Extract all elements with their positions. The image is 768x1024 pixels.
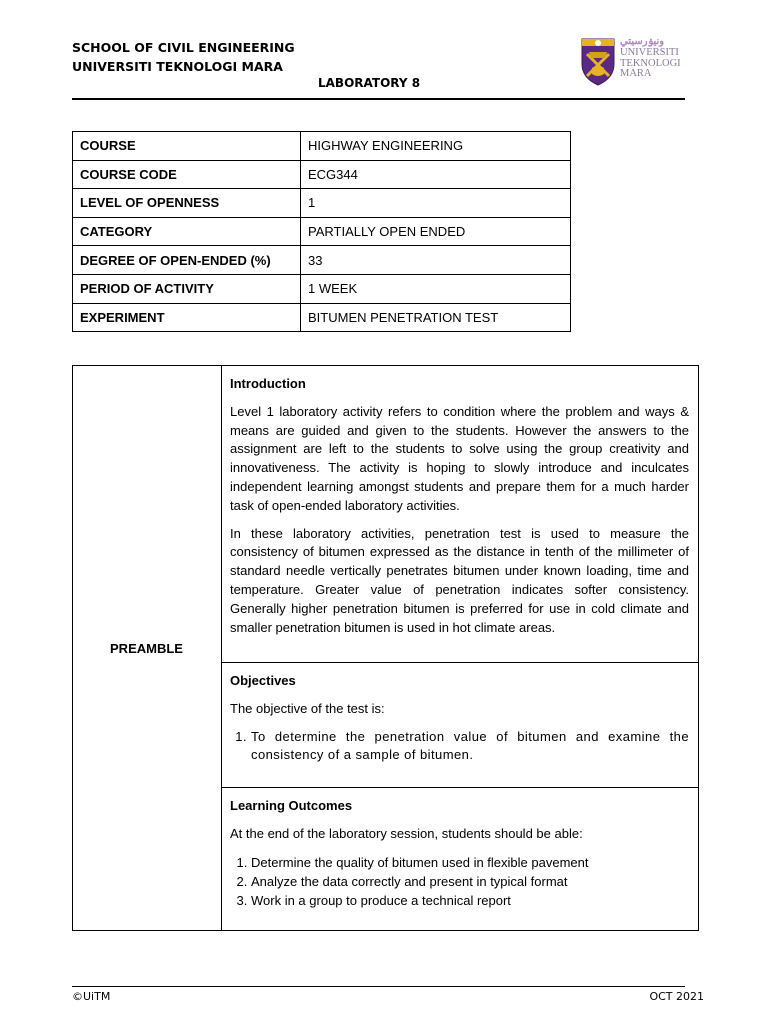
logo-line: MARA xyxy=(620,68,652,79)
footer-copyright: ©UiTM xyxy=(72,990,111,1003)
field-value: 1 WEEK xyxy=(301,274,571,303)
school-name: SCHOOL OF CIVIL ENGINEERING xyxy=(72,40,295,55)
table-row xyxy=(73,189,571,218)
field-value: 33 xyxy=(301,246,571,275)
field-label: DEGREE OF OPEN-ENDED (%) xyxy=(73,246,301,275)
field-label: PERIOD OF ACTIVITY xyxy=(73,274,301,303)
field-value: BITUMEN PENETRATION TEST xyxy=(301,303,571,332)
uitm-crest-icon xyxy=(580,36,616,86)
table-row xyxy=(73,246,571,275)
footer-date: OCT 2021 xyxy=(649,990,704,1003)
field-label: COURSE CODE xyxy=(73,160,301,189)
table-row xyxy=(73,160,571,189)
introduction-paragraph: In these laboratory activities, penetration test is used to measure the consistency of bitumen expressed as the distance in tenth of the millimeter of standard needle vertically penetrates bitumen under known loading, time and temperature. Greater value of penetration indicates softer consistency. Generally higher penetration bitumen is preferred for use in cold climate and smaller penetration bitumen is used in hot climate areas. xyxy=(230,525,689,635)
list-item: 3. Work in a group to produce a technical report xyxy=(251,891,689,910)
table-row xyxy=(73,217,571,246)
objectives-heading: Objectives xyxy=(230,673,296,688)
introduction-paragraph: Level 1 laboratory activity refers to condition where the problem and ways & means are guided and given to the students. However the answers to the assignment are left to the students to solve using the group creativity and innovativeness. The activity is hoping to slowly introduce and inculcates independent learning amongst students and prepare them for a much harder task of open-ended laboratory activities. xyxy=(230,403,689,513)
list-item: 1. Determine the quality of bitumen used in flexible pavement xyxy=(251,853,689,872)
header-divider xyxy=(72,98,685,100)
field-label: COURSE xyxy=(73,132,301,161)
objectives-list xyxy=(230,728,689,766)
logo-wordmark xyxy=(620,48,681,80)
learning-outcomes-section xyxy=(222,788,699,931)
field-value: 1 xyxy=(301,189,571,218)
list-item: 2. Analyze the data correctly and present in typical format xyxy=(251,872,689,891)
field-value: ECG344 xyxy=(301,160,571,189)
lab-title: LABORATORY 8 xyxy=(318,76,421,90)
table-row xyxy=(73,366,699,663)
document-header xyxy=(72,38,295,76)
introduction-section xyxy=(222,366,699,663)
table-row xyxy=(73,303,571,332)
list-item: 1. To determine the penetration value of bitumen and examine the consistency of a sample of bitumen. xyxy=(251,728,689,766)
table-row xyxy=(73,274,571,303)
field-value: HIGHWAY ENGINEERING xyxy=(301,132,571,161)
learning-outcomes-lead: At the end of the laboratory session, students should be able: xyxy=(230,825,583,841)
logo-line: UNIVERSITI xyxy=(620,47,679,58)
introduction-heading: Introduction xyxy=(230,376,306,391)
logo-jawi-text: ونيۏرسيتي xyxy=(620,36,665,47)
table-row xyxy=(73,132,571,161)
course-info-table xyxy=(72,131,571,332)
preamble-label: PREAMBLE xyxy=(73,366,222,931)
uitm-logo xyxy=(580,36,690,88)
logo-line: TEKNOLOGI xyxy=(620,57,681,69)
objectives-section xyxy=(222,663,699,788)
field-label: LEVEL OF OPENNESS xyxy=(73,189,301,218)
university-name: UNIVERSITI TEKNOLOGI MARA xyxy=(72,59,283,74)
field-label: CATEGORY xyxy=(73,217,301,246)
preamble-table xyxy=(72,365,699,931)
field-value: PARTIALLY OPEN ENDED xyxy=(301,217,571,246)
footer-divider xyxy=(72,986,685,987)
objectives-lead: The objective of the test is: xyxy=(230,700,385,716)
field-label: EXPERIMENT xyxy=(73,303,301,332)
learning-outcomes-list xyxy=(230,853,689,910)
learning-outcomes-heading: Learning Outcomes xyxy=(230,798,353,813)
